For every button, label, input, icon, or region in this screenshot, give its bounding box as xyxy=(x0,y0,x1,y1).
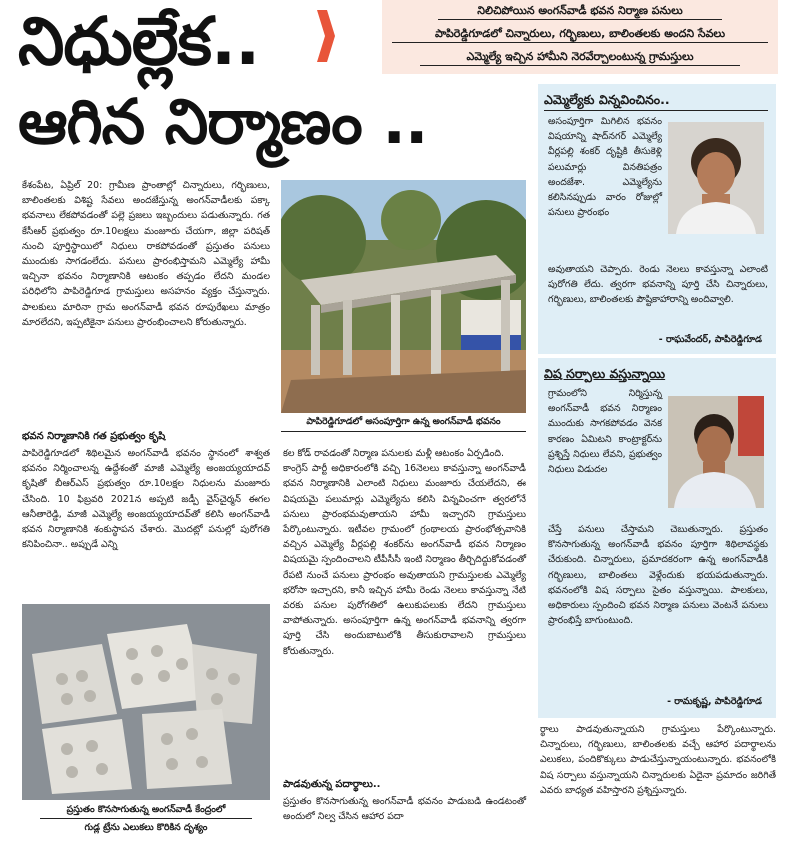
sidebar2-text-bottom: చేస్తే పనులు చేస్తామని చెబుతున్నారు. ప్రస్తుతం కొనసాగుతున్న అంగన్‌వాడీ భవనం పూర్తిగా శిథిలావస్థకు చేరుకుంది. చిన్నారులు, ప్రమాదకరంగా ఉన్న అంగన్‌వాడీకి గర్భిణులు, బాలింతలు వెళ్లేందుకు భయపడుతున్నారు. భవనంలోకి విష సర్పాలు సైతం వస్తున్నాయి. పాలకులు, అధికారులు స్పందించి భవన నిర్మాణ పనులు వెంటనే పనులు ప్రారంభిస్తే బాగుంటుంది. xyxy=(548,524,768,627)
article-para-3: ప్రస్తుతం కొనసాగుతున్న అంగన్‌వాడీ భవనం పాడుబడి ఉండటంతో అందులో నిల్వ చేసిన ఆహార పదా xyxy=(283,796,526,823)
egg-tray-photo xyxy=(22,604,270,800)
headline-line2: ఆగిన నిర్మాణం .. xyxy=(18,85,428,158)
sidebar1-rule xyxy=(544,110,768,111)
deck-rule-1 xyxy=(438,19,722,20)
article-intro: కేశంపేట, ఏప్రిల్ 20: గ్రామీణ ప్రాంతాల్లో చిన్నారులు, గర్భిణులు, బాలింతలకు విశిష్ట సేవలు అందజేస్తున్న అంగన్‌వాడీలకు పక్కా భవనాలు లేకపోవడంతో పల్లె ప్రజలు ఇబ్బందులు పడుతున్నారు. గత కేసీఆర్ ప్రభుత్వం రూ.10లక్షలు మంజూరు చేయగా, జిల్లా పరిషత్ నుంచి పూర్తిస్థాయిలో నిధులు రాకపోవడంతో ప్రస్తుతం పనులు ముందుకు సాగడంలేదు. పనులు ప్రారంభిస్తామని ఎమ్మెల్యే హామీ ఇచ్చినా భవనం నిర్మాణానికి ఆటంకం తప్పడం లేదని మండల పరిధిలోని పాపిరెడ్డిగూడ గ్రామస్తులు అసహనం వ్యక్తం చేస్తున్నారు. పాలకులు మారినా గ్రామ అంగన్‌వాడీ భవన రూపురేఖలు మాత్రం మారలేదని, ఇప్పటికైనా పనులు ప్రారంభించాలని కోరుతున్నారు. xyxy=(22,180,270,328)
sidebar1-text-bottom: అవుతాయని చెప్పారు. రెండు నెలలు కావస్తున్నా ఎలాంటి పురోగతి లేదు. త్వరగా భవనాన్ని పూర్తి చేసి చిన్నారులు, గర్భిణులు, బాలింతలకు పౌష్టికాహారాన్ని అందివ్వాలి. xyxy=(548,264,768,306)
egg-photo-caption-1: ప్రస్తుతం కొనసాగుతున్న అంగన్‌వాడీ కేంద్రంలో xyxy=(66,804,226,815)
deck-rule-2 xyxy=(392,42,768,43)
caption-rule-1 xyxy=(281,431,526,432)
article-para-2: పాపిరెడ్డిగూడలో శిథిలమైన అంగన్‌వాడీ భవనం స్థానంలో శాశ్వత భవనం నిర్మించాలన్న ఉద్దేశంతో మాజీ ఎమ్మెల్యే అంజయ్యయాదవ్ కృషితో బీఆర్ఎస్ ప్రభుత్వం రూ.10లక్షల నిధులను మంజూరు చేసింది. 10 ఫిబ్రవరి 2021న అప్పటి జడ్పీ వైస్‌చైర్మన్ ఈగల ఆనీతారెడ్డి, మాజీ ఎమ్మెల్యే అంజయ్యయాదవ్‌తో కలిసి అంగన్‌వాడీ భవన నిర్మాణానికి శంకుస్థాపన చేశారు. మొదట్లో పనుల్లో పురోగతి కనిపించినా.. అప్పుడే ఎన్ని xyxy=(22,448,270,551)
article-mid-text: కల కోడ్ రావడంతో నిర్మాణ పనులకు మళ్లీ ఆటంకం ఏర్పడింది. కాంగ్రెస్ పార్టీ అధికారంలోకి వచ్చి 16నెలలు కావస్తున్నా అంగన్‌వాడీ భవన నిర్మాణానికి ఎలాంటి నిధులు మంజూరు చేయలేదని, ఈ విషయమై పలుమార్లు ఎమ్మెల్యేను కలిసి విన్నవించగా త్వరలోనే పనులు ప్రారంభమవుతాయని హామీ ఇచ్చారని గ్రామస్తులు పేర్కొంటున్నారు. ఇటీవల గ్రామంలో గ్రంథాలయ ప్రారంభోత్సవానికి వచ్చిన ఎమ్మెల్యే వీర్లపల్లి శంకర్‌ను అంగన్‌వాడీ భవన నిర్మాణం విషయమై స్పందించాలని టీపీసీసీ ఇంటి నిర్మాణం తీర్చిదిద్దుకోవడంతో రేపటి నుంచే పనులు ప్రారంభం అవుతాయని గ్రామస్తులకు ఎమ్మెల్యే భరోసా ఇచ్చారని, కానీ ఇచ్చిన హామీ రెండు నెలలు కావస్తున్నా నేటి వరకు పనుల పురోగతిలో ఉలుకుపలుకు లేదని గ్రామస్తులు వాపోతున్నారు. అసంపూర్తిగా ఉన్న అంగన్‌వాడీ భవనాన్ని త్వరగా పూర్తి చేసి అందుబాటులోకి తీసుకురావాలని గ్రామస్తులు కోరుతున్నారు. xyxy=(283,448,526,657)
article-para-4: ర్థాలు పాడవుతున్నాయని గ్రామస్తులు పేర్కొంటున్నారు. చిన్నారులు, గర్భిణులు, బాలింతలకు వచ్చే ఆహార పదార్థాలను ఎలుకలు, పందికొక్కులు పాడుచేస్తున్నాయంటున్నారు. భవనంలోకి విష సర్పాలు వస్తున్నాయని చిన్నారులకు ఏదైనా ప్రమాదం జరిగితే ఎవరు బాధ్యత వహిస్తారని ప్రశ్నిస్తున్నారు. xyxy=(540,724,776,796)
subhead-spoiling-food: పాడవుతున్న పదార్థాలు.. xyxy=(283,779,381,790)
building-photo xyxy=(281,180,526,413)
deck-rule-3 xyxy=(420,65,740,66)
ramakrishna-photo xyxy=(668,396,764,508)
sidebar1-byline: - రాఘవేందర్, పాపిరెడ్డిగూడ xyxy=(658,334,762,345)
deck-line-3: ఎమ్మెల్యే ఇచ్చిన హామీని నెరవేర్చాలంటున్న గ్రామస్తులు xyxy=(466,50,694,63)
caption-rule-2 xyxy=(40,818,252,819)
sidebar2-title: విష సర్పాలు వస్తున్నాయి xyxy=(544,366,666,381)
deck-line-1: నిలిచిపోయిన అంగన్‌వాడీ భవన నిర్మాణ పనులు xyxy=(477,4,683,17)
sidebar1-text-top: అసంపూర్తిగా మిగిలిన భవనం విషయాన్ని షాద్‌నగర్ ఎమ్మెల్యే వీర్లపల్లి శంకర్ దృష్టికి తీసుకెళ్లి పలుమార్లు వినతిపత్రం అందజేశా. ఎమ్మెల్యేను కలిసినప్పుడు వారం రోజుల్లో పనులు ప్రారంభం xyxy=(548,116,662,219)
sidebar2-byline: - రామకృష్ణ, పాపిరెడ్డిగూడ xyxy=(667,696,762,707)
headline-line1: నిధుల్లేక.. xyxy=(18,3,260,80)
building-photo-caption: పాపిరెడ్డిగూడలో అసంపూర్తిగా ఉన్న అంగన్‌వాడీ భవనం xyxy=(306,416,501,427)
raghavender-photo xyxy=(668,122,764,234)
deck-line-2: పాపిరెడ్డిగూడలో చిన్నారులు, గర్భిణులు, బాలింతలకు అందని సేవలు xyxy=(434,27,726,40)
chevron-ornament-icon xyxy=(315,6,337,66)
sidebar2-text-top: గ్రామంలోని నిర్మిస్తున్న అంగన్‌వాడీ భవన నిర్మాణం ముందుకు సాగకపోవడం వెనక కారణం ఏమిటని కాంట్రాక్టర్‌ను ప్రశ్నిస్తే నిధులు లేవని, ప్రభుత్వం నిధులు విడుదల xyxy=(548,388,662,476)
subhead-previous-govt: భవన నిర్మాణానికి గత ప్రభుత్వం కృషి xyxy=(22,431,166,442)
sidebar1-title: ఎమ్మెల్యేకు విన్నవించినం.. xyxy=(544,92,670,107)
egg-photo-caption-2: గుడ్ల ట్రేను ఎలుకలు కొరికిన దృశ్యం xyxy=(84,822,208,833)
